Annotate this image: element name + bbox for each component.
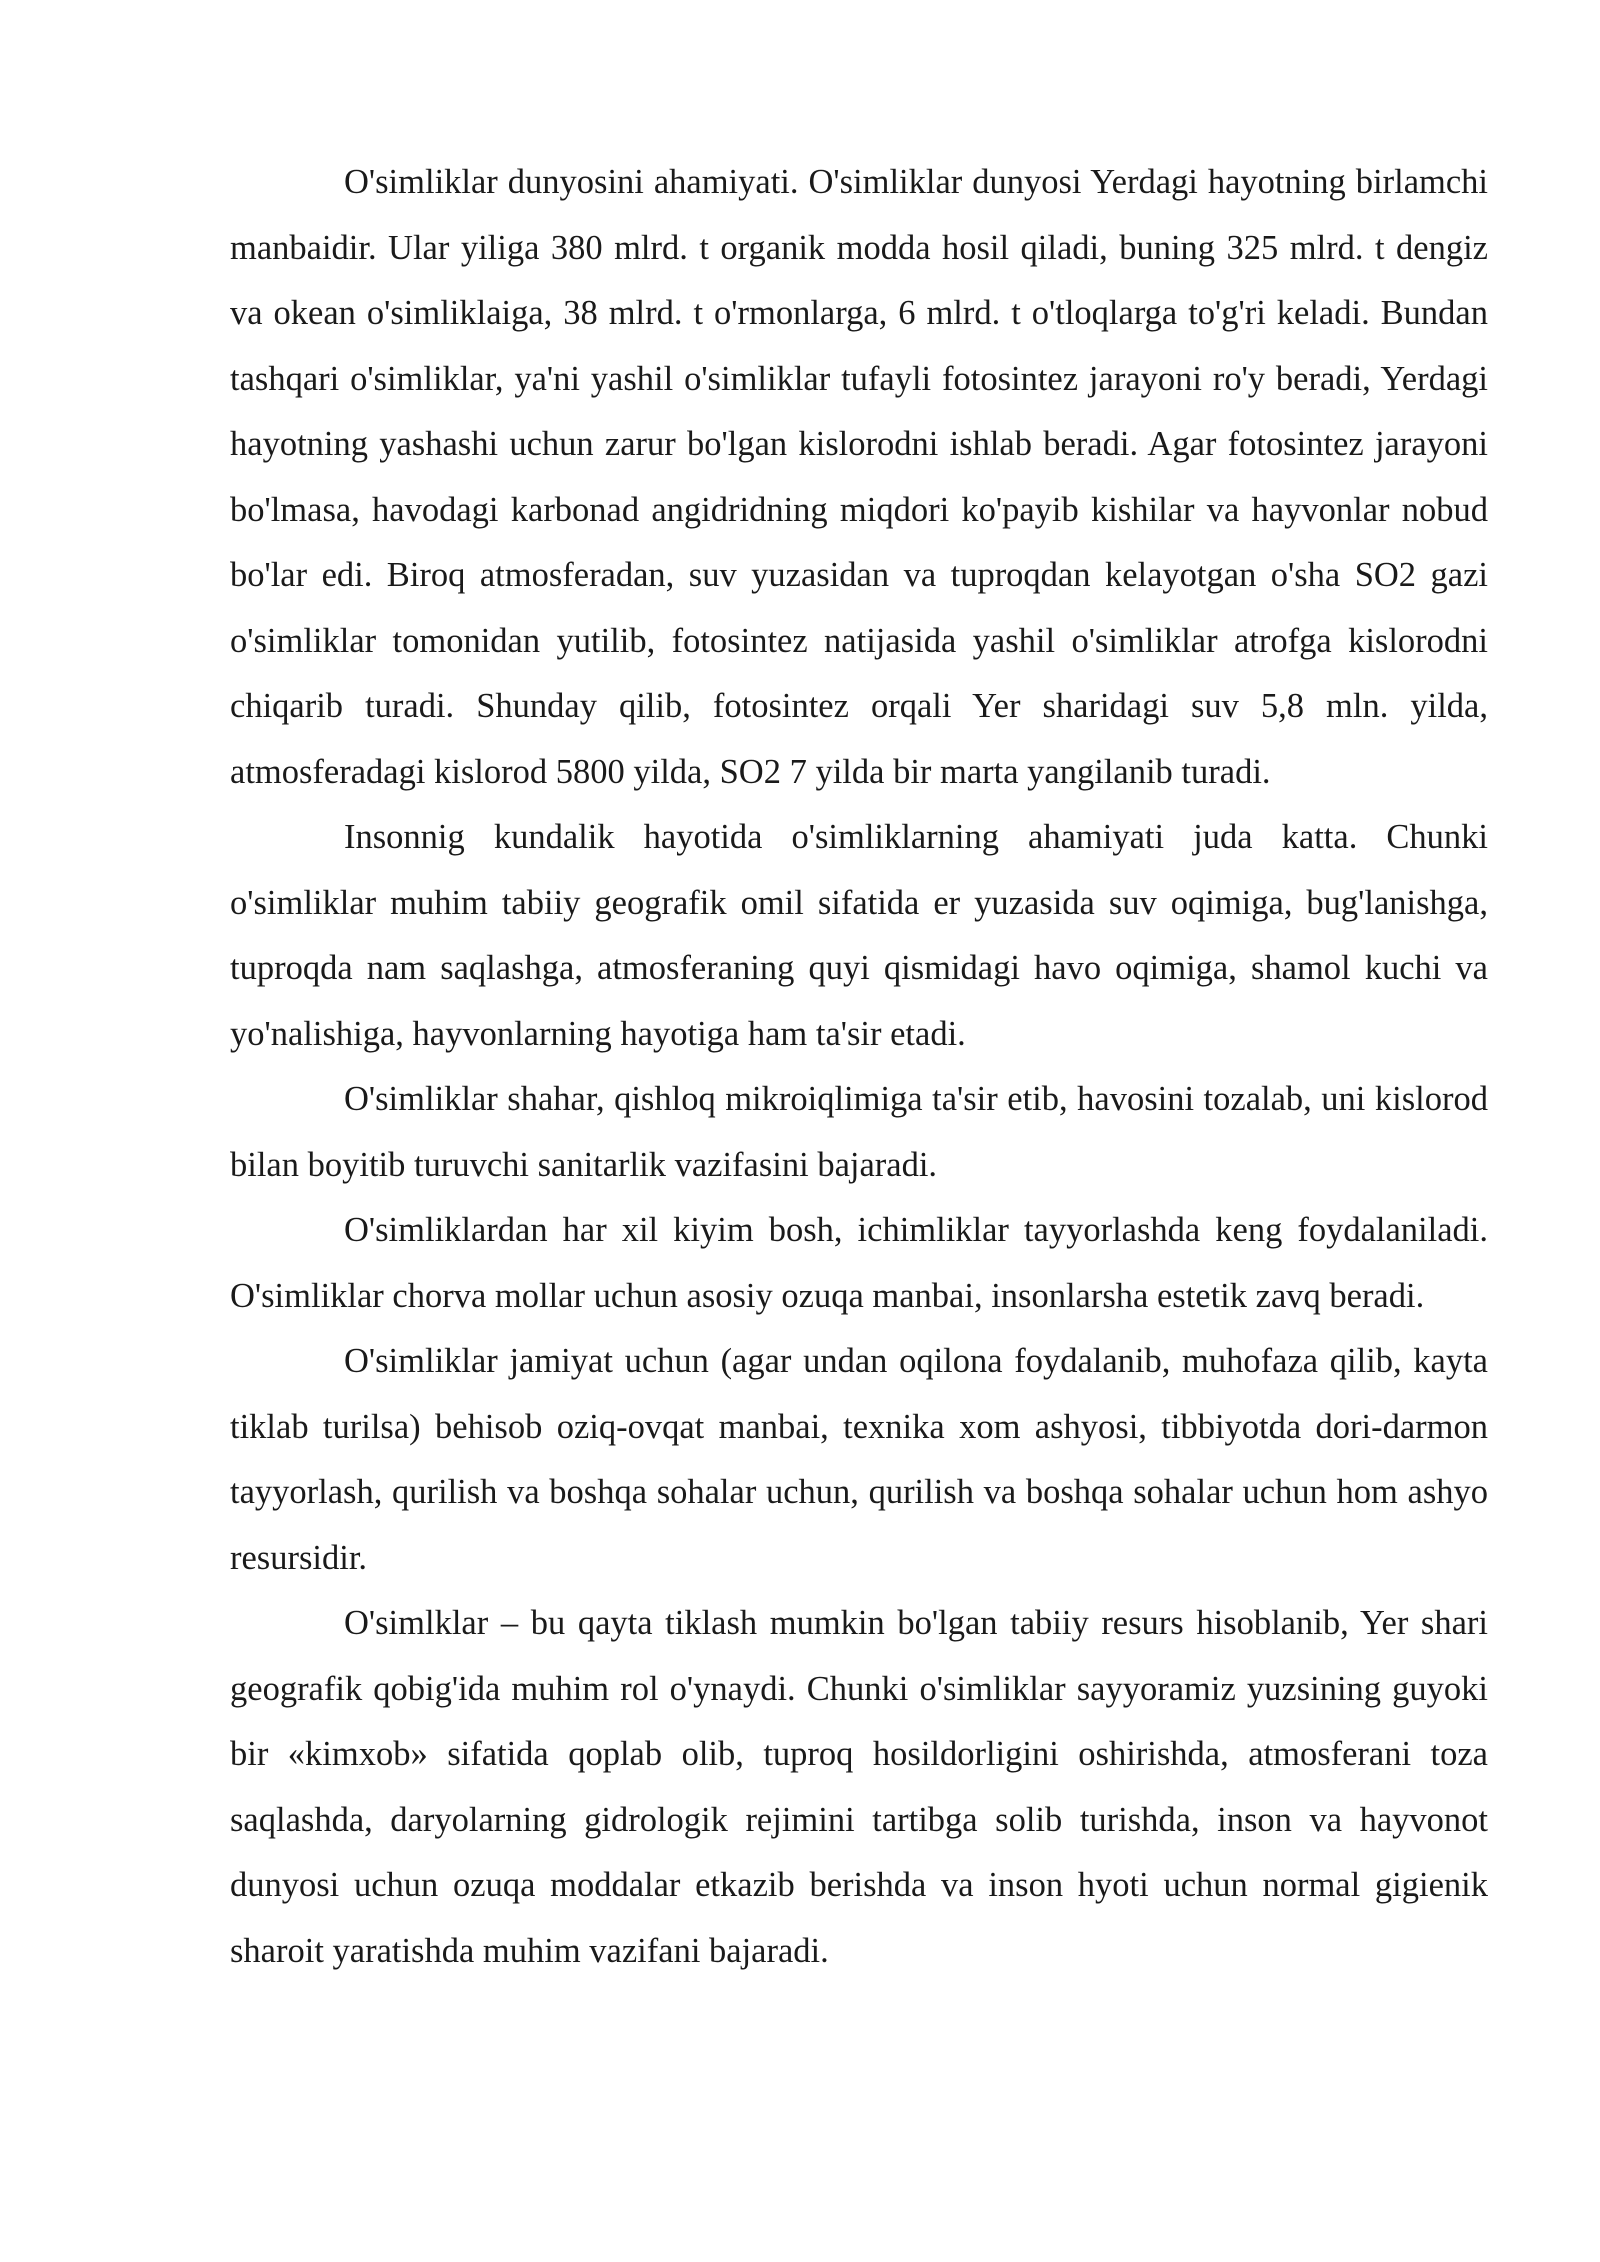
paragraph-3: O'simliklar shahar, qishloq mikroiqlimiga ta'sir etib, havosini tozalab, uni kislorod bilan boyitib turuvchi sanitarlik vazifasini bajaradi.	[230, 1080, 1488, 1184]
paragraph-4: O'simliklardan har xil kiyim bosh, ichimliklar tayyorlashda keng foydalaniladi. O'simliklar chorva mollar uchun asosiy ozuqa manbai, insonlarsha estetik zavq beradi.	[230, 1211, 1488, 1315]
document-body	[230, 150, 1488, 1984]
paragraph-1: O'simliklar dunyosini ahamiyati. O'simliklar dunyosi Yerdagi hayotning birlamchi manbaidir. Ular yiliga 380 mlrd. t organik modda hosil qiladi, buning 325 mlrd. t dengiz va okean o'simliklaiga, 38 mlrd. t o'rmonlarga, 6 mlrd. t o'tloqlarga to'g'ri keladi. Bundan tashqari o'simliklar, ya'ni yashil o'simliklar tufayli fotosintez jarayoni ro'y beradi, Yerdagi hayotning yashashi uchun zarur bo'lgan kislorodni ishlab beradi. Agar fotosintez jarayoni bo'lmasa, havodagi karbonad angidridning miqdori ko'payib kishilar va hayvonlar nobud bo'lar edi. Biroq atmosferadan, suv yuzasidan va tuproqdan kelayotgan o'sha SO2 gazi o'simliklar tomonidan yutilib, fotosintez natijasida yashil o'simliklar atrofga kislorodni chiqarib turadi. Shunday qilib, fotosintez orqali Yer sharidagi suv 5,8 mln. yilda, atmosferadagi kislorod 5800 yilda, SO2 7 yilda bir marta yangilanib turadi.	[230, 163, 1488, 791]
paragraph-6: O'simlklar – bu qayta tiklash mumkin bo'lgan tabiiy resurs hisoblanib, Yer shari geografik qobig'ida muhim rol o'ynaydi. Chunki o'simliklar sayyoramiz yuzsining guyoki bir «kimxob» sifatida qoplab olib, tuproq hosildorligini oshirishda, atmosferani toza saqlashda, daryolarning gidrologik rejimini tartibga solib turishda, inson va hayvonot dunyosi uchun ozuqa moddalar etkazib berishda va inson hyoti uchun normal gigienik sharoit yaratishda muhim vazifani bajaradi.	[230, 1604, 1488, 1970]
paragraph-2: Insonnig kundalik hayotida o'simliklarning ahamiyati juda katta. Chunki o'simliklar muhim tabiiy geografik omil sifatida er yuzasida suv oqimiga, bug'lanishga, tuproqda nam saqlashga, atmosferaning quyi qismidagi havo oqimiga, shamol kuchi va yo'nalishiga, hayvonlarning hayotiga ham ta'sir etadi.	[230, 818, 1488, 1053]
paragraph-5: O'simliklar jamiyat uchun (agar undan oqilona foydalanib, muhofaza qilib, kayta tiklab turilsa) behisob oziq-ovqat manbai, texnika xom ashyosi, tibbiyotda dori-darmon tayyorlash, qurilish va boshqa sohalar uchun, qurilish va boshqa sohalar uchun hom ashyo resursidir.	[230, 1342, 1488, 1577]
